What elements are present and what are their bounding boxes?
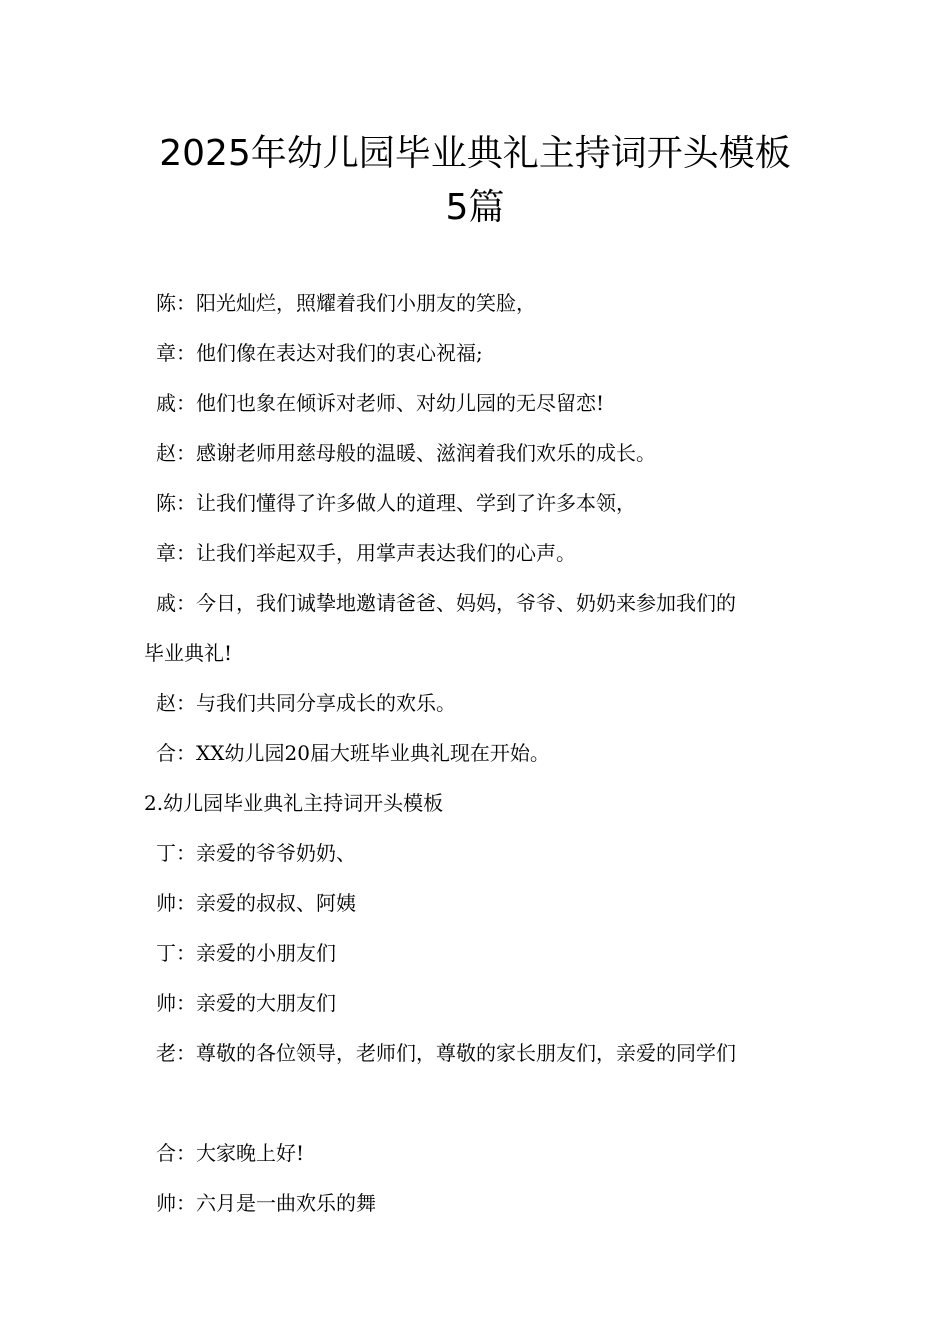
paragraph-line: 帅：亲爱的叔叔、阿姨 xyxy=(156,891,356,915)
section-heading: 2.幼儿园毕业典礼主持词开头模板 xyxy=(144,791,444,815)
paragraph-line: 陈：阳光灿烂，照耀着我们小朋友的笑脸， xyxy=(156,291,536,315)
paragraph-line: 合：大家晚上好! xyxy=(156,1141,305,1165)
title-line-1: 2025年幼儿园毕业典礼主持词开头模板 xyxy=(159,133,791,174)
document-title xyxy=(100,127,850,235)
blank-line xyxy=(144,1078,824,1128)
paragraph-line: 戚：今日，我们诚挚地邀请爸爸、妈妈，爷爷、奶奶来参加我们的 xyxy=(156,591,736,615)
paragraph-line: 戚：他们也象在倾诉对老师、对幼儿园的无尽留恋! xyxy=(156,391,605,415)
paragraph-line: 章：他们像在表达对我们的衷心祝福; xyxy=(156,341,483,365)
paragraph-line: 帅：亲爱的大朋友们 xyxy=(156,991,336,1015)
paragraph-line: 合：XX幼儿园20届大班毕业典礼现在开始。 xyxy=(156,741,550,765)
paragraph-line: 章：让我们举起双手，用掌声表达我们的心声。 xyxy=(156,541,576,565)
paragraph-line: 丁：亲爱的小朋友们 xyxy=(156,941,336,965)
paragraph-line: 赵：与我们共同分享成长的欢乐。 xyxy=(156,691,456,715)
title-line-2: 5篇 xyxy=(445,187,505,228)
paragraph-line: 赵：感谢老师用慈母般的温暖、滋润着我们欢乐的成长。 xyxy=(156,441,656,465)
paragraph-line-continuation: 毕业典礼! xyxy=(144,641,233,665)
paragraph-line: 老：尊敬的各位领导，老师们，尊敬的家长朋友们，亲爱的同学们 xyxy=(156,1041,736,1065)
paragraph-line: 帅：六月是一曲欢乐的舞 xyxy=(156,1191,376,1215)
document-body xyxy=(144,278,824,1228)
paragraph-line: 陈：让我们懂得了许多做人的道理、学到了许多本领， xyxy=(156,491,636,515)
paragraph-line: 丁：亲爱的爷爷奶奶、 xyxy=(156,841,356,865)
